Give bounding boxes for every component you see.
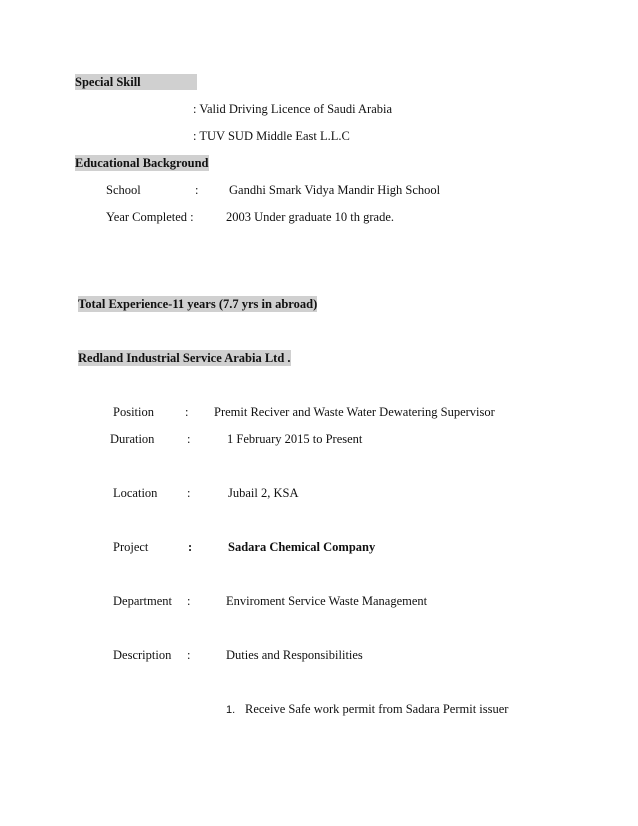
year-completed-label: Year Completed :	[106, 210, 194, 224]
special-skill-heading: Special Skill	[75, 74, 197, 90]
location-label: Location	[113, 486, 158, 500]
duty-number: 1.	[226, 704, 236, 716]
description-value: Duties and Responsibilities	[226, 648, 363, 662]
project-label: Project	[113, 540, 149, 554]
project-separator: :	[188, 540, 193, 554]
description-separator: :	[187, 648, 191, 662]
position-value: Premit Reciver and Waste Water Dewatering Supervisor	[214, 405, 495, 419]
skill-item: : Valid Driving Licence of Saudi Arabia	[193, 102, 393, 116]
school-label: School	[106, 183, 141, 197]
education-heading: Educational Background	[75, 156, 209, 170]
location-separator: :	[187, 486, 191, 500]
school-separator: :	[195, 183, 199, 197]
school-value: Gandhi Smark Vidya Mandir High School	[229, 183, 441, 197]
duration-separator: :	[187, 432, 191, 446]
project-value: Sadara Chemical Company	[228, 540, 376, 554]
description-label: Description	[113, 648, 172, 662]
duration-value: 1 February 2015 to Present	[227, 432, 363, 446]
skill-item: : TUV SUD Middle East L.L.C	[193, 129, 350, 143]
employer-heading: Redland Industrial Service Arabia Ltd .	[78, 351, 291, 365]
position-label: Position	[113, 405, 154, 419]
duty-text: Receive Safe work permit from Sadara Permit issuer	[245, 702, 509, 716]
position-separator: :	[185, 405, 189, 419]
department-label: Department	[113, 594, 173, 608]
total-experience-heading: Total Experience-11 years (7.7 yrs in abroad)	[78, 297, 318, 311]
year-completed-value: 2003 Under graduate 10 th grade.	[226, 210, 394, 224]
location-value: Jubail 2, KSA	[228, 486, 299, 500]
department-value: Enviroment Service Waste Management	[226, 594, 428, 608]
duration-label: Duration	[110, 432, 155, 446]
department-separator: :	[187, 594, 191, 608]
